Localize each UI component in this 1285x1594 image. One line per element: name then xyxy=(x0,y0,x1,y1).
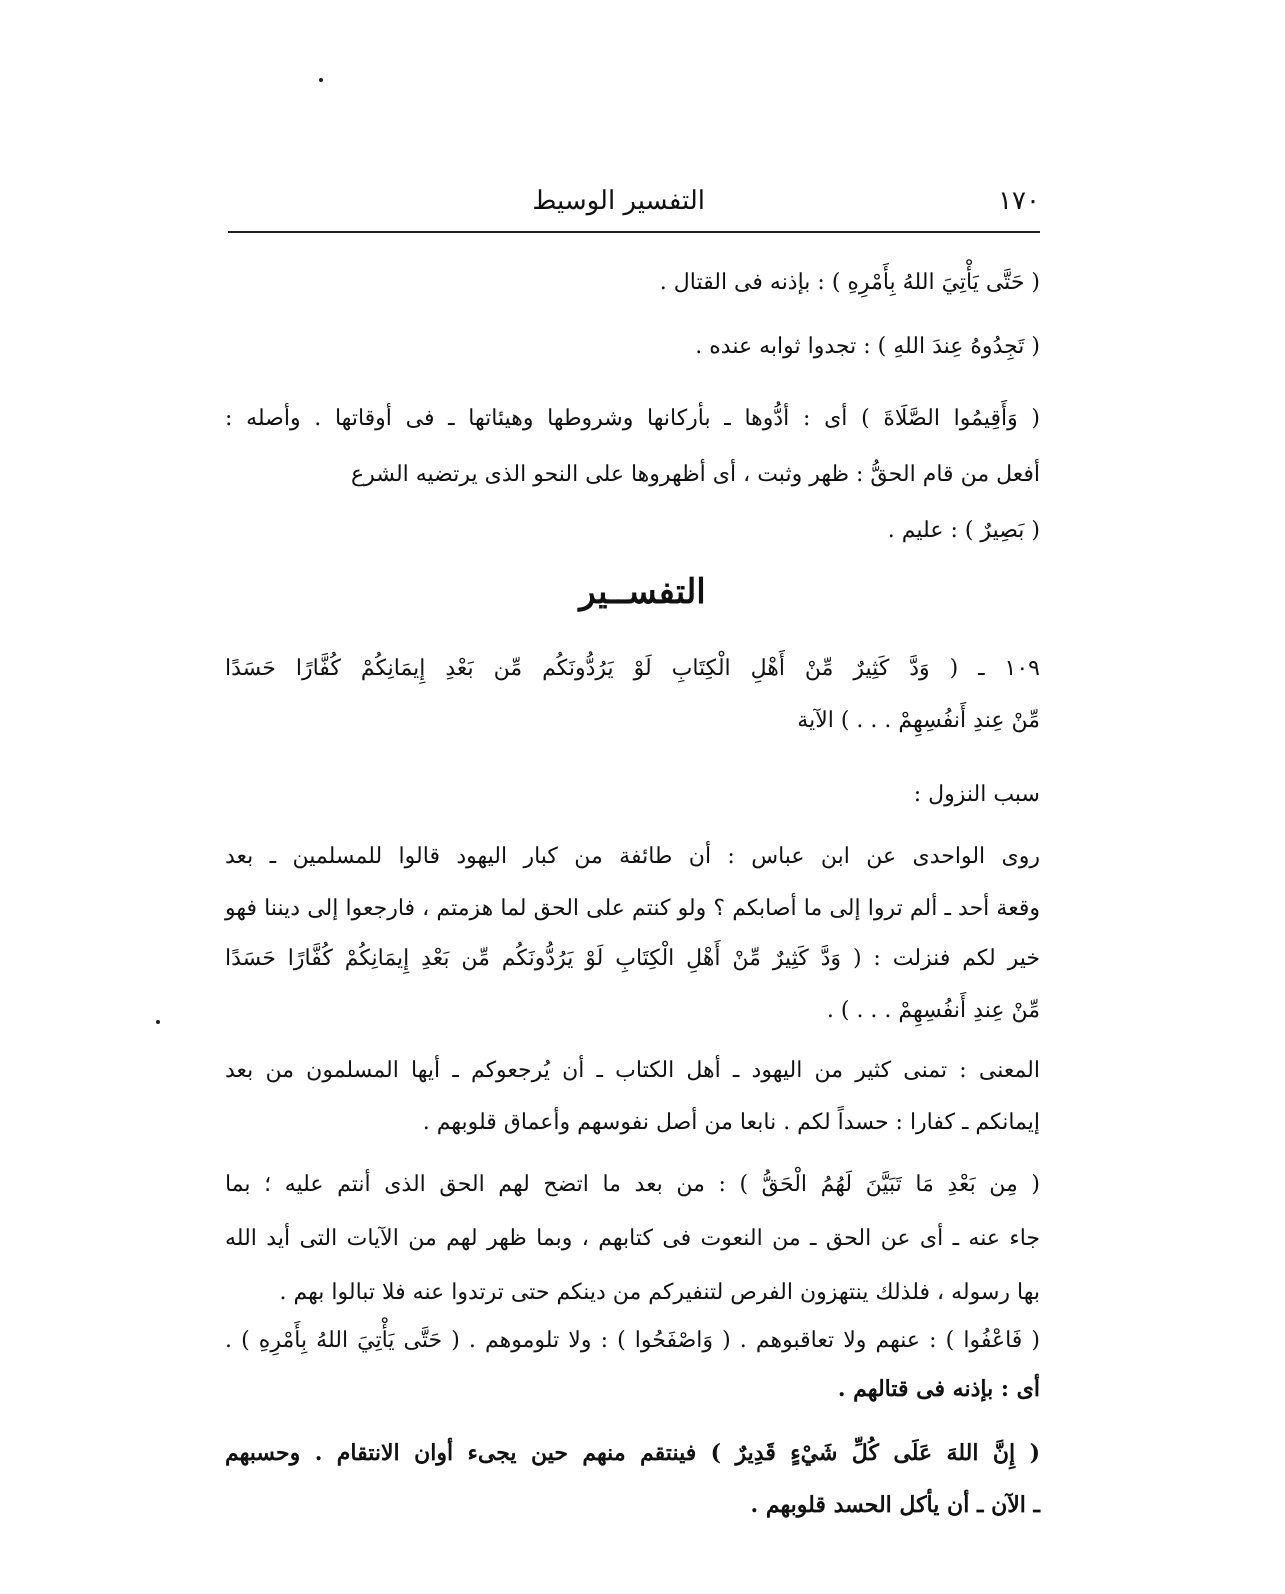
page-number: ١٧٠ xyxy=(998,186,1040,216)
occasion-line: خير لكم فنزلت : ( وَدَّ كَثِيرٌ مِّنْ أَهْلِ الْكِتَابِ لَوْ يَرُدُّونَكُم مِّن بَعْدِ إِيمَانِكُمْ كُفَّارًا حَسَدًا xyxy=(225,946,1040,971)
header-rule xyxy=(228,231,1040,233)
meaning-line: إيمانكم ـ كفارا : حسداً لكم . نابعا من أصل نفوسهم وأعماق قلوبهم . xyxy=(422,1110,1040,1135)
section-heading: التفســير xyxy=(579,572,706,612)
verse-line: ١٠٩ ـ ( وَدَّ كَثِيرٌ مِّنْ أَهْلِ الْكِتَابِ لَوْ يَرُدُّونَكُم مِّن بَعْدِ إِيمَانِكُمْ كُفَّارًا حَسَدًا xyxy=(225,656,1040,681)
vocab-line: ( حَتَّى يَأْتِيَ اللهُ بِأَمْرِهِ ) : بإذنه فى القتال . xyxy=(659,270,1040,295)
explanation-line: جاء عنه ـ أى عن الحق ـ من النعوت فى كتابهم ، وبما ظهر لهم من الآيات التى أيد الله xyxy=(225,1226,1040,1251)
occasion-line: مِّنْ عِندِ أَنفُسِهِمْ . . . ) . xyxy=(826,998,1040,1023)
conclusion-line: ـ الآن ـ أن يأكل الحسد قلوبهم . xyxy=(750,1492,1040,1518)
conclusion-line: ( إِنَّ اللهَ عَلَى كُلِّ شَيْءٍ قَدِيرٌ ) فينتقم منهم حين يجىء أوان الانتقام . وحسبهم xyxy=(225,1440,1040,1466)
running-title: التفسير الوسيط xyxy=(532,186,705,216)
explanation-line: ( مِن بَعْدِ مَا تَبَيَّنَ لَهُمُ الْحَقُّ ) : من بعد ما اتضح لهم الحق الذى أنتم عليه ؛ بما xyxy=(225,1172,1040,1197)
explanation-line: ( فَاعْفُوا ) : عنهم ولا تعاقبوهم . ( وَاصْفَحُوا ) : ولا تلوموهم . ( حَتَّى يَأْتِيَ اللهُ بِأَمْرِهِ ) . xyxy=(225,1328,1040,1353)
verse-line: مِّنْ عِندِ أَنفُسِهِمْ . . . ) الآية xyxy=(797,708,1040,733)
vocab-line: أفعل من قام الحقُّ : ظهر وثبت ، أى أظهروها على النحو الذى يرتضيه الشرع xyxy=(351,462,1040,487)
page-header xyxy=(225,186,1040,220)
vocab-line: ( بَصِيرٌ ) : عليم . xyxy=(887,518,1040,543)
occasion-line: وقعة أحد ـ ألم تروا إلى ما أصابكم ؟ ولو كنتم على الحق لما هزمتم ، فارجعوا إلى ديننا فهو xyxy=(225,896,1040,921)
scan-speck xyxy=(319,78,323,82)
vocab-line: ( تَجِدُوهُ عِندَ اللهِ ) : تجدوا ثوابه عنده . xyxy=(695,334,1040,359)
occasion-line: روى الواحدى عن ابن عباس : أن طائفة من كبار اليهود قالوا للمسلمين ـ بعد xyxy=(225,844,1040,869)
explanation-line: بها رسوله ، فلذلك ينتهزون الفرص لتنفيركم من دينكم حتى ترتدوا عنه فلا تبالوا بهم . xyxy=(279,1280,1040,1305)
scan-speck xyxy=(156,1020,160,1024)
occasion-label: سبب النزول : xyxy=(913,782,1040,807)
meaning-line: المعنى : تمنى كثير من اليهود ـ أهل الكتاب ـ أن يُرجعوكم ـ أيها المسلمون من بعد xyxy=(225,1058,1040,1083)
vocab-line: ( وَأَقِيمُوا الصَّلَاةَ ) أى : أدُّوها ـ بأركانها وشروطها وهيئاتها ـ فى أوقاتها . وأصله : xyxy=(225,406,1040,431)
explanation-line: أى : بإذنه فى قتالهم . xyxy=(837,1376,1040,1402)
